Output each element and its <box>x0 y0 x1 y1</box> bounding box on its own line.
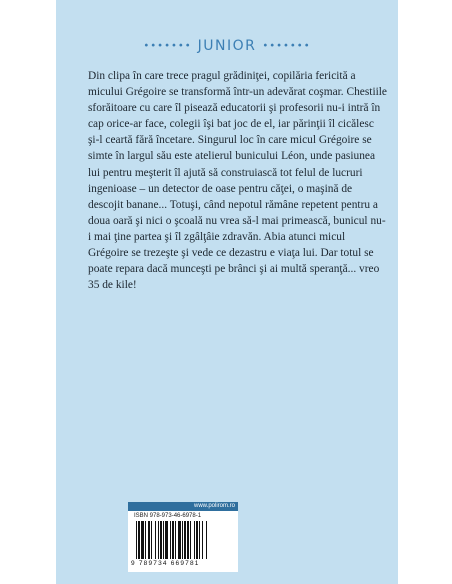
barcode-bar <box>172 521 174 559</box>
back-cover <box>56 0 398 584</box>
book-blurb: Din clipa în care trece pragul grădiniţei, copilăria fericită a micului Grégoire se transformă într-un adevărat coşmar. Chestiile sforăitoare cu care îl pisează educatorii şi profesorii nu-i intră în cap orice-ar face, colegii îşi bat joc de el, iar părinţii îl cicălesc şi-l ceartă fără încetare. Singurul loc în care micul Grégoire se simte în largul său este atelierul bunicului Léon, unde pasiunea lui pentru meşterit îl ajută să construiască tot felul de lucruri ingenioase – un detector de oase pentru căţei, o maşină de descojit banane... Totuşi, când nepotul rămâne repetent pentru a doua oară şi nici o şcoală nu vrea să-l mai primească, bunicul nu-i mai ţine partea şi îl zgâlţâie zdravăn. Abia atunci micul Grégoire se trezeşte şi vede ce dezastru e viaţa lui. Dar totul se poate repara dacă munceşti pe brânci şi ai multă speranţă... vreo 35 de kile! <box>88 70 387 292</box>
barcode-bars <box>136 521 232 559</box>
barcode-bar <box>206 521 207 559</box>
publisher-website: www.polirom.ro <box>128 502 238 511</box>
barcode-bar <box>136 521 137 559</box>
barcode-bar <box>160 521 162 559</box>
barcode-bar <box>141 521 144 559</box>
barcode-bar <box>158 521 159 559</box>
series-name: JUNIOR <box>197 38 257 54</box>
series-logo <box>56 38 398 54</box>
barcode-bar <box>202 521 203 559</box>
barcode-bar <box>148 521 150 559</box>
barcode-bar <box>178 521 181 559</box>
barcode-bar <box>194 521 195 559</box>
barcode-bar <box>165 521 168 559</box>
barcode-bar <box>170 521 171 559</box>
barcode-bar <box>190 521 191 559</box>
isbn-label: ISBN 978-973-46-6978-1 <box>134 513 202 519</box>
barcode-bar <box>175 521 176 559</box>
barcode-bar <box>138 521 140 559</box>
barcode-bar <box>182 521 183 559</box>
barcode-digits: 9 789734 669781 <box>131 560 200 567</box>
barcode-bar <box>196 521 198 559</box>
series-dots-right: ••••••• <box>262 40 311 52</box>
barcode-bar <box>151 521 152 559</box>
barcode-bar <box>184 521 186 559</box>
series-dots-left: ••••••• <box>143 40 192 52</box>
barcode-bar <box>199 521 200 559</box>
barcode-bar <box>155 521 156 559</box>
barcode-bar <box>163 521 164 559</box>
barcode-bar <box>145 521 146 559</box>
barcode-bar <box>187 521 189 559</box>
